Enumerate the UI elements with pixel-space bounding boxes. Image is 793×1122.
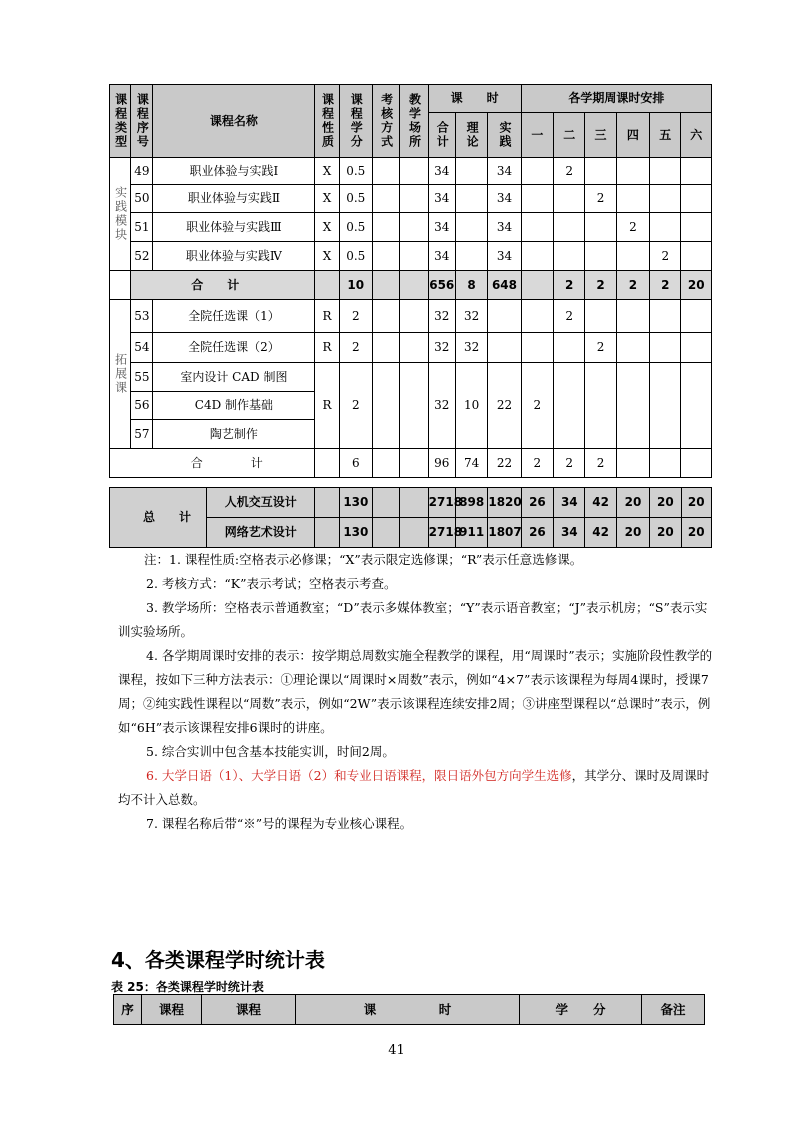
credits-cell: 2 <box>339 363 372 449</box>
s4-cell: 20 <box>616 518 649 548</box>
s4-cell <box>616 242 649 271</box>
total-cell: 34 <box>428 213 455 242</box>
s4-cell <box>616 158 649 185</box>
s2-cell <box>554 213 585 242</box>
nature-cell <box>315 271 339 300</box>
theory-cell <box>455 213 487 242</box>
s5-cell <box>650 363 681 449</box>
venue-cell <box>400 213 428 242</box>
s1-cell: 2 <box>521 363 553 449</box>
s3-cell <box>585 213 616 242</box>
s2-cell <box>554 242 585 271</box>
exam-cell <box>372 333 399 363</box>
nature-cell <box>315 518 339 548</box>
exam-cell <box>372 300 399 333</box>
venue-cell <box>400 518 428 548</box>
s6-cell <box>681 300 712 333</box>
s2-cell: 2 <box>554 449 585 478</box>
seq-cell: 49 <box>131 158 153 185</box>
name-cell: 全院任选课（1） <box>153 300 315 333</box>
practice-cell: 1807 <box>488 518 521 548</box>
s3-cell: 2 <box>585 333 616 363</box>
s2-cell: 2 <box>554 300 585 333</box>
practice-cell: 34 <box>488 185 521 213</box>
nature-cell: R <box>315 300 339 333</box>
name-cell: 职业体验与实践Ⅰ <box>153 158 315 185</box>
theory-cell: 10 <box>455 363 487 449</box>
credits-cell: 0.5 <box>339 158 372 185</box>
s3-cell: 42 <box>585 518 616 548</box>
exam-cell <box>372 242 399 271</box>
note-2: 2. 考核方式：“K”表示考试；空格表示考查。 <box>146 576 397 591</box>
s2-cell: 34 <box>554 518 585 548</box>
theory-cell <box>455 185 487 213</box>
subtotal-label: 合 计 <box>131 449 315 478</box>
table-row <box>110 300 712 333</box>
theory-cell: 74 <box>455 449 487 478</box>
header-credits: 课程学分 <box>339 85 372 158</box>
stats-header-course-type: 课程 <box>142 995 202 1025</box>
nature-cell: X <box>315 158 339 185</box>
name-cell: 室内设计 CAD 制图 <box>153 363 315 392</box>
s3-cell <box>585 242 616 271</box>
s4-cell <box>616 333 649 363</box>
stats-header-course: 课程 <box>202 995 296 1025</box>
page-number: 41 <box>388 1043 405 1058</box>
s6-cell <box>681 213 712 242</box>
practice-cell: 22 <box>488 363 521 449</box>
s6-cell <box>681 158 712 185</box>
s3-cell: 2 <box>585 185 616 213</box>
seq-cell: 56 <box>131 392 153 420</box>
total-cell: 96 <box>428 449 455 478</box>
grand-total-row <box>110 488 712 518</box>
s6-cell: 20 <box>681 518 711 548</box>
practice-cell <box>488 300 521 333</box>
table-row <box>110 333 712 363</box>
header-hours-theory: 理论 <box>455 113 487 158</box>
note-1: 注：1. 课程性质:空格表示必修课；“X”表示限定选修课；“R”表示任意选修课。 <box>144 552 583 567</box>
theory-cell: 32 <box>455 333 487 363</box>
exam-cell <box>372 363 399 449</box>
seq-cell: 53 <box>131 300 153 333</box>
stats-header-credits: 学 分 <box>520 995 642 1025</box>
theory-cell: 911 <box>455 518 487 548</box>
name-cell: 职业体验与实践Ⅳ <box>153 242 315 271</box>
s3-cell: 2 <box>585 271 616 300</box>
header-venue: 教学场所 <box>400 85 428 158</box>
course-schedule-table <box>109 84 712 478</box>
theory-cell <box>455 158 487 185</box>
header-semester-5: 五 <box>650 113 681 158</box>
credits-cell: 130 <box>339 488 372 518</box>
nature-cell: X <box>315 185 339 213</box>
s3-cell <box>585 300 616 333</box>
s5-cell <box>650 300 681 333</box>
stats-header-row <box>114 995 705 1025</box>
note-4: 4. 各学期周课时安排的表示：按学期总周数实施全程教学的课程，用“周课时”表示；实施阶段性教学的课程，按如下三种方法表示：①理论课以“周课时×周数”表示，例如“4×7”表示该课程为每周4课时，授课7周；②纯实践性课程以“周数”表示，例如“2W”表示该课程连续安排2周；③讲座型课程以“总课时”表示，例如“6H”表示该课程安排6课时的讲座。 <box>118 648 713 735</box>
header-semester-2: 二 <box>554 113 585 158</box>
s5-cell <box>650 158 681 185</box>
exam-cell <box>373 488 400 518</box>
name-cell: 全院任选课（2） <box>153 333 315 363</box>
s5-cell: 2 <box>650 242 681 271</box>
s3-cell <box>585 158 616 185</box>
header-hours-practice: 实践 <box>488 113 521 158</box>
note-6-number: 6. <box>146 768 162 783</box>
s4-cell: 2 <box>616 213 649 242</box>
credits-cell: 6 <box>339 449 372 478</box>
credits-cell: 0.5 <box>339 185 372 213</box>
exam-cell <box>372 158 399 185</box>
stats-header-remarks: 备注 <box>642 995 705 1025</box>
venue-cell <box>400 300 428 333</box>
header-course-nature: 课程性质 <box>315 85 339 158</box>
nature-cell <box>315 449 339 478</box>
seq-cell: 50 <box>131 185 153 213</box>
total-cell: 2718 <box>428 518 455 548</box>
s5-cell: 20 <box>650 488 681 518</box>
seq-cell: 54 <box>131 333 153 363</box>
exam-cell <box>372 185 399 213</box>
header-course-seq: 课程序号 <box>131 85 153 158</box>
seq-cell: 55 <box>131 363 153 392</box>
header-hours-total: 合计 <box>428 113 455 158</box>
theory-cell <box>455 242 487 271</box>
practice-cell: 34 <box>488 242 521 271</box>
note-5: 5. 综合实训中包含基本技能实训，时间2周。 <box>146 744 395 759</box>
stats-table <box>113 994 705 1025</box>
s4-cell <box>616 363 649 449</box>
s6-cell: 20 <box>681 271 712 300</box>
s6-cell <box>681 185 712 213</box>
type-extension: 拓展课 <box>110 300 131 449</box>
subtotal-label: 合 计 <box>131 271 315 300</box>
venue-cell <box>400 488 428 518</box>
credits-cell: 10 <box>339 271 372 300</box>
s2-cell <box>554 333 585 363</box>
s2-cell: 2 <box>554 158 585 185</box>
s5-cell <box>650 185 681 213</box>
s1-cell <box>521 300 553 333</box>
s5-cell <box>650 213 681 242</box>
s2-cell <box>554 363 585 449</box>
stats-header-seq: 序 <box>114 995 142 1025</box>
note-7: 7. 课程名称后带“※”号的课程为专业核心课程。 <box>146 816 413 831</box>
header-semester-schedule: 各学期周课时安排 <box>521 85 711 113</box>
note-3: 3. 教学场所：空格表示普通教室；“D”表示多媒体教室；“Y”表示语音教室；“J”表示机房；“S”表示实训实验场所。 <box>118 600 708 639</box>
seq-cell: 52 <box>131 242 153 271</box>
table-row <box>110 185 712 213</box>
practice-cell: 648 <box>488 271 521 300</box>
practice-cell: 34 <box>488 213 521 242</box>
s6-cell <box>681 363 712 449</box>
stats-header-hours: 课 时 <box>296 995 520 1025</box>
grand-total-table <box>109 487 712 548</box>
nature-cell: R <box>315 333 339 363</box>
notes <box>118 548 716 836</box>
venue-cell <box>400 242 428 271</box>
s6-cell <box>681 242 712 271</box>
credits-cell: 0.5 <box>339 213 372 242</box>
s5-cell: 20 <box>650 518 681 548</box>
s1-cell: 26 <box>521 488 553 518</box>
s1-cell <box>521 242 553 271</box>
venue-cell <box>400 363 428 449</box>
practice-cell: 1820 <box>488 488 521 518</box>
venue-cell <box>400 333 428 363</box>
theory-cell: 32 <box>455 300 487 333</box>
type-practice-module: 实践模块 <box>110 158 131 271</box>
grand-total-label: 总 计 <box>110 488 207 548</box>
nature-cell <box>315 488 339 518</box>
s1-cell <box>521 185 553 213</box>
nature-cell: X <box>315 213 339 242</box>
s3-cell: 42 <box>585 488 616 518</box>
credits-cell: 2 <box>339 333 372 363</box>
name-cell: 职业体验与实践Ⅱ <box>153 185 315 213</box>
header-course-name: 课程名称 <box>153 85 315 158</box>
blank-cell <box>110 449 131 478</box>
s1-cell <box>521 158 553 185</box>
table-row <box>110 213 712 242</box>
s6-cell <box>681 449 712 478</box>
s4-cell <box>616 449 649 478</box>
program-name-cell: 人机交互设计 <box>207 488 315 518</box>
note-6-rest: ，其学分、课时及周课时均不计入总数。 <box>118 768 710 807</box>
s2-cell: 2 <box>554 271 585 300</box>
table-row <box>110 242 712 271</box>
s1-cell <box>521 271 553 300</box>
subtotal-row <box>110 271 712 300</box>
table-row <box>110 363 712 392</box>
total-cell: 32 <box>428 363 455 449</box>
total-cell: 32 <box>428 300 455 333</box>
blank-cell <box>110 271 131 300</box>
note-6 <box>118 764 716 812</box>
venue-cell <box>400 185 428 213</box>
venue-cell <box>400 271 428 300</box>
venue-cell <box>400 158 428 185</box>
header-semester-6: 六 <box>681 113 712 158</box>
subtotal-row <box>110 449 712 478</box>
note-6-highlight: 大学日语（1）、大学日语（2）和专业日语课程，限日语外包方向学生选修 <box>161 768 572 783</box>
total-cell: 34 <box>428 185 455 213</box>
header-semester-4: 四 <box>616 113 649 158</box>
exam-cell <box>372 213 399 242</box>
s5-cell <box>650 333 681 363</box>
practice-cell: 34 <box>488 158 521 185</box>
credits-cell: 0.5 <box>339 242 372 271</box>
total-cell: 32 <box>428 333 455 363</box>
theory-cell: 898 <box>455 488 487 518</box>
s1-cell: 26 <box>521 518 553 548</box>
exam-cell <box>373 518 400 548</box>
header-semester-1: 一 <box>521 113 553 158</box>
s1-cell <box>521 213 553 242</box>
nature-cell: R <box>315 363 339 449</box>
s2-cell: 34 <box>554 488 585 518</box>
total-cell: 2718 <box>428 488 455 518</box>
credits-cell: 130 <box>339 518 372 548</box>
nature-cell: X <box>315 242 339 271</box>
program-name-cell: 网络艺术设计 <box>207 518 315 548</box>
credits-cell: 2 <box>339 300 372 333</box>
s4-cell <box>616 300 649 333</box>
seq-cell: 51 <box>131 213 153 242</box>
s1-cell <box>521 333 553 363</box>
exam-cell <box>372 449 399 478</box>
total-cell: 34 <box>428 242 455 271</box>
s6-cell: 20 <box>681 488 711 518</box>
name-cell: 陶艺制作 <box>153 420 315 449</box>
s1-cell: 2 <box>521 449 553 478</box>
header-exam-method: 考核方式 <box>372 85 399 158</box>
venue-cell <box>400 449 428 478</box>
practice-cell: 22 <box>488 449 521 478</box>
section-heading: 4、各类课程学时统计表 <box>111 948 325 972</box>
header-course-type: 课程类型 <box>110 85 131 158</box>
s3-cell: 2 <box>585 449 616 478</box>
exam-cell <box>372 271 399 300</box>
seq-cell: 57 <box>131 420 153 449</box>
table-caption: 表 25：各类课程学时统计表 <box>111 980 264 994</box>
name-cell: C4D 制作基础 <box>153 392 315 420</box>
header-semester-3: 三 <box>585 113 616 158</box>
header-hours: 课 时 <box>428 85 521 113</box>
practice-cell <box>488 333 521 363</box>
table-row <box>110 158 712 185</box>
total-cell: 34 <box>428 158 455 185</box>
theory-cell: 8 <box>455 271 487 300</box>
s4-cell: 2 <box>616 271 649 300</box>
s5-cell: 2 <box>650 271 681 300</box>
s4-cell <box>616 185 649 213</box>
s2-cell <box>554 185 585 213</box>
s5-cell <box>650 449 681 478</box>
s3-cell <box>585 363 616 449</box>
total-cell: 656 <box>428 271 455 300</box>
s6-cell <box>681 333 712 363</box>
s4-cell: 20 <box>616 488 649 518</box>
name-cell: 职业体验与实践Ⅲ <box>153 213 315 242</box>
